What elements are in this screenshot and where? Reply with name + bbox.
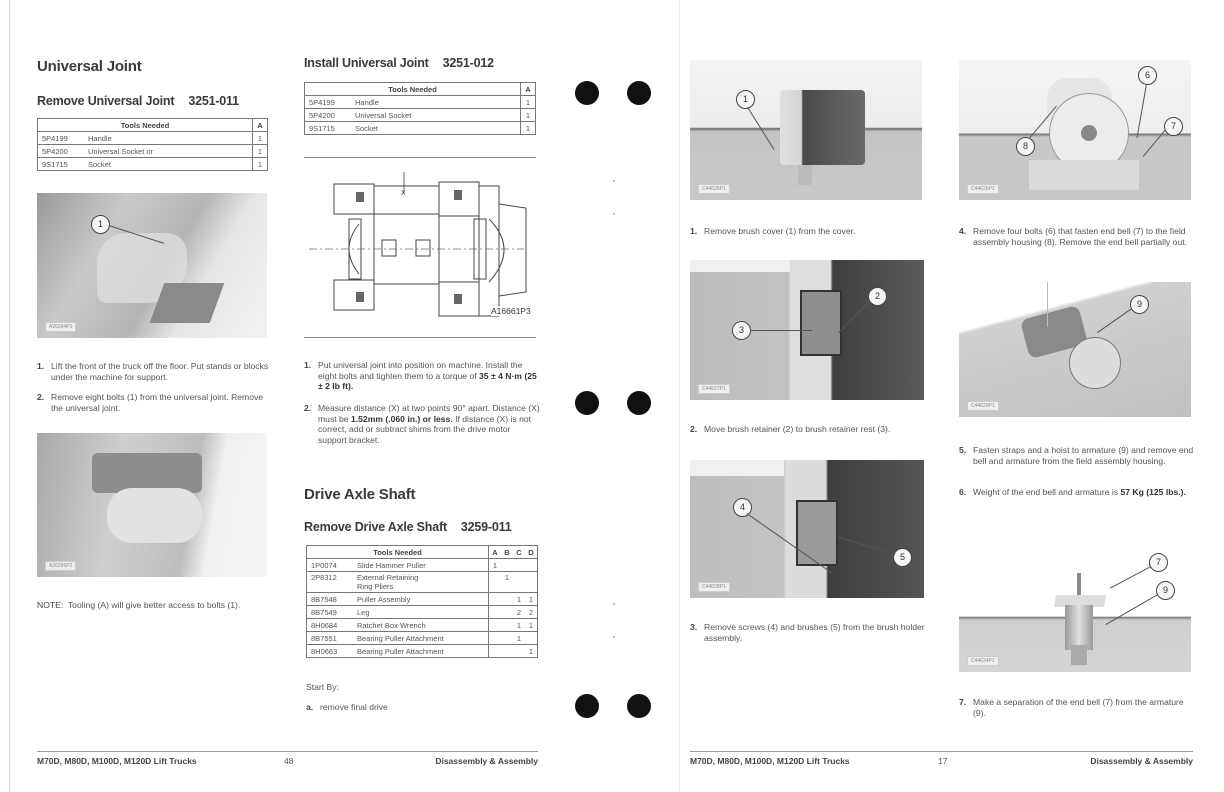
binder-hole (627, 694, 651, 718)
tools-table-remove-uj (37, 118, 268, 171)
speck (613, 603, 615, 605)
table-row: 9S1715 Socket 1 (305, 122, 536, 135)
install-step-1: 1. Put universal joint into position on machine. Install the eight bolts and tighten them to a torque of 35 ± 4 N·m (25 ± 2 lb ft). (304, 360, 537, 391)
photo-shape (796, 500, 838, 566)
photo-motor-brush-cover (690, 60, 922, 200)
speck (613, 180, 615, 182)
footer-section: Disassembly & Assembly (435, 756, 538, 766)
table-row: 5P4199 Handle 1 (38, 132, 268, 145)
table-row: 8B7551 Bearing Puller Attachment 1 (307, 632, 538, 645)
table-row: 8H0663 Bearing Puller Attachment 1 (307, 645, 538, 658)
photo-brush-retainer (690, 260, 924, 400)
procedure-code: 3251-011 (188, 94, 239, 108)
step-1: 1. Lift the front of the truck off the floor. Put stands or blocks under the machine for support. (37, 361, 269, 382)
photo-id: A26295P2 (45, 561, 76, 571)
binder-hole (575, 391, 599, 415)
leader-line (1143, 129, 1166, 156)
table-row: 8H0684 Ratchet Box Wrench 1 1 (307, 619, 538, 632)
motor-step-1: 1. Remove brush cover (1) from the cover. (690, 226, 856, 236)
section-title-universal-joint: Universal Joint (37, 58, 142, 75)
photo-end-bell-bolts (959, 60, 1191, 200)
divider (304, 337, 536, 338)
photo-universal-joint-removal (37, 433, 267, 577)
binder-hole (575, 81, 599, 105)
callout-9: 9 (1156, 581, 1175, 600)
tools-table-header: Tools Needed (38, 119, 253, 132)
photo-hoist-armature (959, 282, 1191, 417)
callout-1: 1 (91, 215, 110, 234)
callout-9: 9 (1130, 295, 1149, 314)
leader-line (1097, 308, 1132, 333)
procedure-code: 3251-012 (442, 56, 494, 70)
photo-shape (1077, 573, 1081, 595)
tools-table-header: Tools Needed (307, 546, 489, 559)
table-row: 2P8312 External Retaining Ring Pliers 1 (307, 572, 538, 593)
diagram-drawing (304, 164, 536, 324)
subsection-label: Remove Universal Joint (37, 94, 175, 108)
right-page-edge (679, 0, 680, 792)
footer-section: Disassembly & Assembly (1090, 756, 1193, 766)
motor-step-3: 3. Remove screws (4) and brushes (5) from the brush holder assembly. (690, 622, 925, 643)
motor-step-5: 5. Fasten straps and a hoist to armature (9) and remove end bell and armature from the field assembly housing. (959, 445, 1194, 466)
leader-line (750, 330, 812, 331)
photo-shape (107, 488, 202, 543)
footer-title: M70D, M80D, M100D, M120D Lift Trucks (37, 756, 197, 766)
footer-rule (37, 751, 538, 752)
page-number: 48 (284, 756, 294, 766)
photo-shape (1081, 125, 1097, 141)
subsection-title-remove-drive-axle-shaft (304, 520, 511, 534)
photo-id: C44625P1 (698, 184, 730, 194)
leader-line (1136, 84, 1147, 138)
photo-id: C44624P1 (967, 656, 999, 666)
photo-universal-joint-bolts (37, 193, 267, 338)
photo-end-bell-separation (959, 545, 1191, 672)
page-number: 17 (938, 756, 948, 766)
photo-shape (690, 460, 784, 476)
note (37, 600, 240, 610)
diagram-id: A16661P3 (491, 306, 531, 316)
footer-rule (690, 751, 1193, 752)
table-row: 5P4200 Universal Socket or 1 (38, 145, 268, 158)
photo-id: C44627P1 (698, 384, 730, 394)
table-row: 1P0074 Slide Hammer Puller 1 (307, 559, 538, 572)
speck (613, 213, 615, 215)
tools-table-install-uj (304, 82, 536, 135)
leader-line (1106, 594, 1158, 625)
diagram-universal-joint-section (304, 164, 536, 324)
motor-step-4: 4. Remove four bolts (6) that fasten end bell (7) to the field assembly housing (8). Remove the end bell partially out. (959, 226, 1188, 247)
tools-table-drive-axle: Tools Needed A B C D 1P0074 Slide Hammer Puller 1 2P8312 External Retaining Ring Pliers 1 8B7548 Puller Assembly 1 1 8B7549 Leg 2 2 8H0684 Ratchet Box Wrench 1 1 8B7551 Bearing Puller Attachment 1 8H0663 Bearing Puller Attachment 1 (306, 545, 538, 658)
photo-shape (150, 283, 225, 323)
photo-shape (780, 90, 865, 165)
photo-brush-screws (690, 460, 924, 598)
photo-shape (1029, 160, 1139, 190)
callout-2: 2 (868, 287, 887, 306)
section-title-drive-axle-shaft: Drive Axle Shaft (304, 486, 416, 503)
speck (613, 636, 615, 638)
callout-6: 6 (1138, 66, 1157, 85)
binder-hole (627, 391, 651, 415)
table-row: 8B7549 Leg 2 2 (307, 606, 538, 619)
binder-hole (627, 81, 651, 105)
callout-5: 5 (893, 548, 912, 567)
subsection-title-install-universal-joint (304, 56, 494, 70)
photo-id: C44626P1 (967, 184, 999, 194)
tools-table-header: Tools Needed (305, 83, 521, 96)
install-step-2: 2. Measure distance (X) at two points 90° apart. Distance (X) must be 1.52mm (.060 in.) or less. If distance (X) is not correct, add or subtract shims from the drive motor support bracket. (304, 403, 540, 445)
subsection-title-remove-universal-joint (37, 94, 239, 108)
note-label: NOTE: (37, 600, 64, 610)
binder-hole (575, 694, 599, 718)
subsection-label: Remove Drive Axle Shaft (304, 520, 447, 534)
photo-shape (1065, 605, 1093, 650)
photo-id: A26294P1 (45, 322, 76, 332)
callout-4: 4 (733, 498, 752, 517)
step-2: 2. Remove eight bolts (1) from the universal joint. Remove the universal joint. (37, 392, 264, 413)
procedure-code: 3259-011 (460, 520, 512, 534)
callout-7: 7 (1164, 117, 1183, 136)
dimension-label-x: X (401, 190, 406, 197)
photo-id: C44629P1 (967, 401, 999, 411)
footer-title: M70D, M80D, M100D, M120D Lift Trucks (690, 756, 850, 766)
table-row: 8B7548 Puller Assembly 1 1 (307, 593, 538, 606)
callout-1: 1 (736, 90, 755, 109)
table-row: 5P4200 Universal Socket 1 (305, 109, 536, 122)
left-page-edge (9, 0, 10, 792)
photo-id: C44628P1 (698, 582, 730, 592)
start-by-label: Start By: (306, 682, 339, 692)
photo-shape (92, 453, 202, 493)
callout-3: 3 (732, 321, 751, 340)
divider (304, 157, 536, 158)
table-row: 5P4199 Handle 1 (305, 96, 536, 109)
table-row: 9S1715 Socket 1 (38, 158, 268, 171)
tools-col-a: A (521, 83, 536, 96)
callout-7: 7 (1149, 553, 1168, 572)
note-text: Tooling (A) will give better access to bolts (1). (67, 600, 241, 610)
start-by-item-a: a. remove final drive (306, 702, 388, 712)
photo-shape (690, 260, 790, 272)
leader-line (747, 107, 774, 150)
motor-step-2: 2. Move brush retainer (2) to brush retainer rest (3). (690, 424, 891, 434)
leader-line (838, 301, 870, 333)
motor-step-6: 6. Weight of the end bell and armature is 57 Kg (125 lbs.). (959, 487, 1186, 497)
photo-shape (798, 165, 812, 185)
tools-col-a: A (253, 119, 268, 132)
photo-shape (800, 290, 842, 356)
callout-8: 8 (1016, 137, 1035, 156)
hoist-strap (1047, 282, 1048, 327)
leader-line (838, 537, 896, 555)
leader-line (1110, 566, 1151, 588)
subsection-label: Install Universal Joint (304, 56, 429, 70)
photo-shape (1069, 337, 1121, 389)
motor-step-7: 7. Make a separation of the end bell (7) from the armature (9). (959, 697, 1184, 718)
photo-shape (1071, 645, 1087, 665)
